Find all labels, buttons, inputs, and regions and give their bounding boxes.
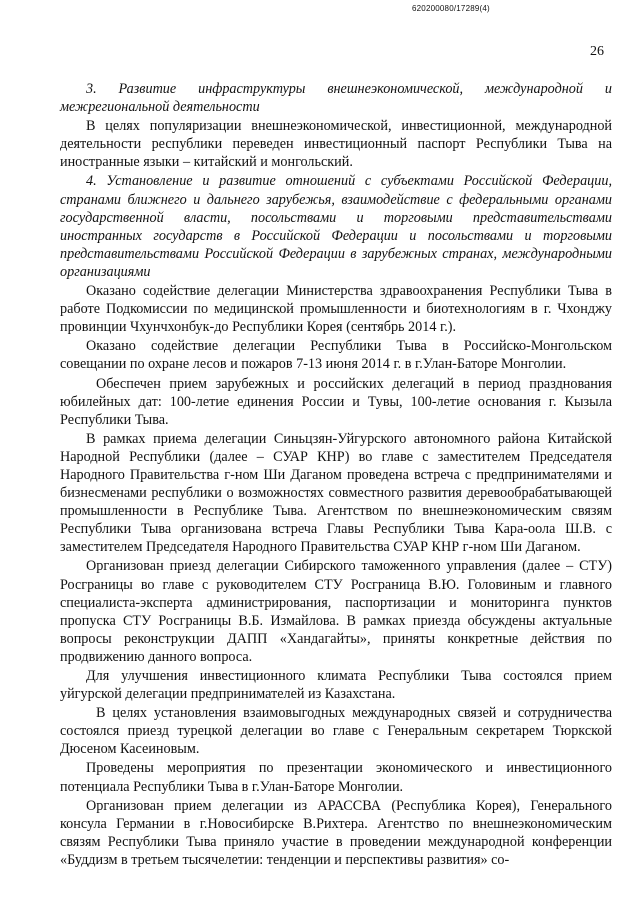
section-heading-4: 4. Установление и развитие отношений с субъектами Российской Федерации, странами ближнего и дальнего зарубежья, взаимодействие с федеральными органами государственной власти, посольствами и торговыми представительствами иностранных государств в Российской Федерации и посольствами и торговыми представительствами Российской Федерации в зарубежных странах, международными организациями <box>60 173 612 280</box>
paragraph: Организован прием делегации из АРАССВА (Республика Корея), Генерального консула Германии в г.Новосибирске В.Рихтера. Агентство по внешнеэкономическим связям Республики Тыва приняло участие в проведении международной конференции «Буддизм в третьем тысячелетии: тенденции и перспективы развития» со- <box>60 797 612 868</box>
document-code: 620200080/17289(4) <box>412 4 490 13</box>
paragraph: В целях популяризации внешнеэкономической, инвестиционной, международной деятельности республики переведен инвестиционный паспорт Республики Тыва на иностранные языки – китайский и монгольский. <box>60 118 612 171</box>
paragraph: Для улучшения инвестиционного климата Республики Тыва состоялся прием уйгурской делегации предпринимателей из Казахстана. <box>60 668 612 703</box>
paragraph: Оказано содействие делегации Министерства здравоохранения Республики Тыва в работе Подкомиссии по медицинской промышленности и биотехнологиям в г. Чхонджу провинции Чхунчхонбук-до Республики Корея (сентябрь 2014 г.). <box>60 283 612 336</box>
section-heading-3: 3. Развитие инфраструктуры внешнеэкономической, международной и межрегиональной деятельности <box>60 81 612 116</box>
document-body <box>60 80 612 870</box>
paragraph: Организован приезд делегации Сибирского таможенного управления (далее – СТУ) Росграницы во главе с руководителем СТУ Росграница В.Ю. Головиным и главного специалиста-эксперта администрирования, паспортизации и мониторинга пунктов пропуска СТУ Росграницы В.Б. Измайлова. В рамках приезда обсуждены актуальные вопросы реконструкции ДАПП «Хандагайты», приняты конкретные действия по продвижению данного вопроса. <box>60 558 612 665</box>
paragraph: Оказано содействие делегации Республики Тыва в Российско-Монгольском совещании по охране лесов и пожаров 7-13 июня 2014 г. в г.Улан-Баторе Монголии. <box>60 338 612 373</box>
page-number: 26 <box>590 44 604 59</box>
paragraph: В рамках приема делегации Синьцзян-Уйгурского автономного района Китайской Народной Республики (далее – СУАР КНР) во главе с заместителем Председателя Народного Правительства г-ном Ши Даганом проведена встреча с предпринимателями и бизнесменами республики о возможностях совместного развития деревообрабатывающей промышленности в Республике Тыва. Агентством по внешнеэкономическим связям Республики Тыва организована встреча Главы Республики Тыва Кара-оола Ш.В. с заместителем Председателя Народного Правительства СУАР КНР г-ном Ши Даганом. <box>60 430 612 556</box>
paragraph: В целях установления взаимовыгодных международных связей и сотрудничества состоялся приезд турецкой делегации во главе с Генеральным секретарем Тюркской Дюсеном Касеиновым. <box>60 705 612 758</box>
paragraph: Обеспечен прием зарубежных и российских делегаций в период празднования юбилейных дат: 100-летие единения России и Тувы, 100-летие основания г. Кызыла Республики Тыва. <box>60 375 612 428</box>
paragraph: Проведены мероприятия по презентации экономического и инвестиционного потенциала Республики Тыва в г.Улан-Баторе Монголии. <box>60 760 612 795</box>
